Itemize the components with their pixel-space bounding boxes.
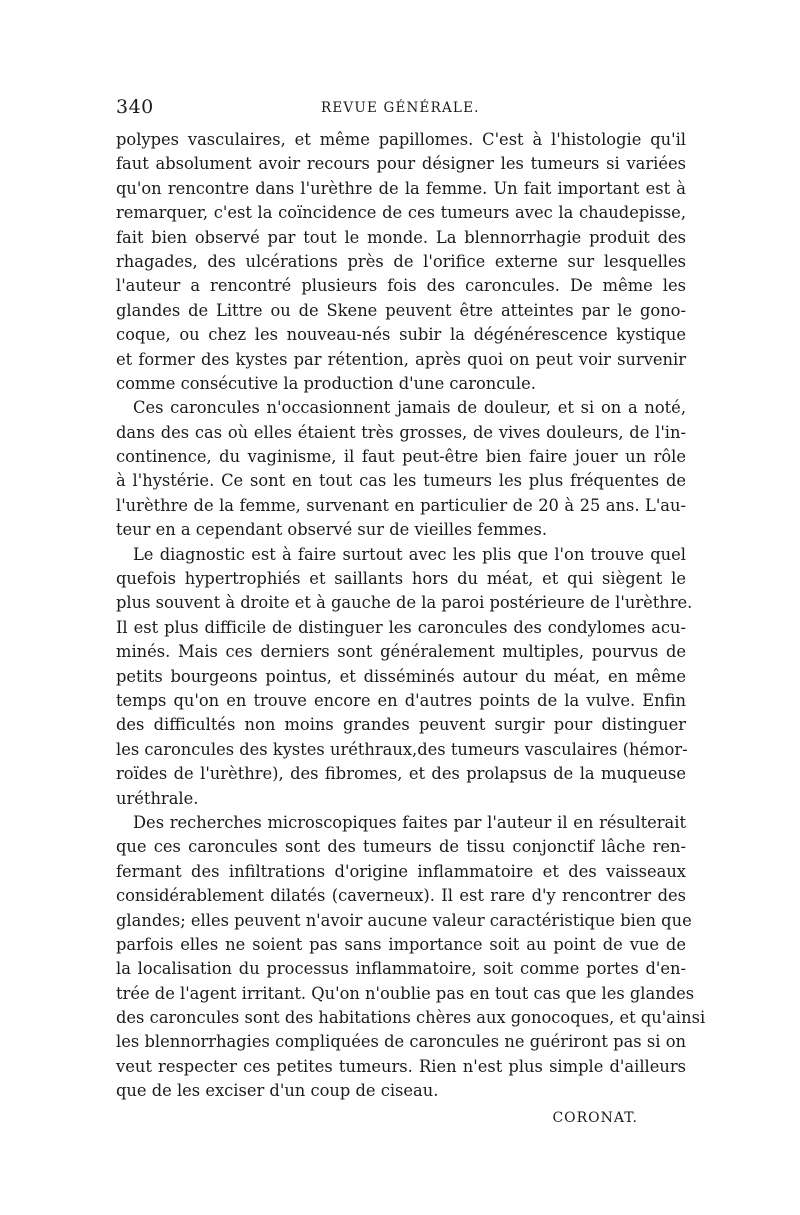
text-line: dans des cas où elles étaient très grosses, de vives douleurs, de l'in- xyxy=(116,422,686,442)
paragraph-1 xyxy=(116,128,686,396)
paragraph-4 xyxy=(116,811,706,1104)
text-line: trée de l'agent irritant. Qu'on n'oublie pas en tout cas que les glandes xyxy=(116,983,695,1003)
text-line: uréthrale. xyxy=(116,788,199,808)
text-line: à l'hystérie. Ce sont en tout cas les tumeurs les plus fréquentes de xyxy=(116,471,686,491)
author-signature: CORONAT. xyxy=(552,1110,638,1126)
text-line: faut absolument avoir recours pour désigner les tumeurs si variées xyxy=(116,154,686,174)
text-line: la localisation du processus inflammatoire, soit comme portes d'en- xyxy=(116,959,686,979)
paragraph-2 xyxy=(116,396,686,542)
text-line: des difficultés non moins grandes peuvent surgir pour distinguer xyxy=(116,715,686,735)
text-line: continence, du vaginisme, il faut peut-être bien faire jouer un rôle xyxy=(116,447,686,467)
text-line: des caroncules sont des habitations chères aux gonocoques, et qu'ainsi xyxy=(116,1008,706,1028)
text-line: l'auteur a rencontré plusieurs fois des caroncules. De même les xyxy=(116,276,686,296)
text-line: et former des kystes par rétention, après quoi on peut voir survenir xyxy=(116,349,686,369)
text-line: l'urèthre de la femme, survenant en particulier de 20 à 25 ans. L'au- xyxy=(116,495,686,515)
text-line: petits bourgeons pointus, et disséminés autour du méat, en même xyxy=(116,666,686,686)
text-line: rhagades, des ulcérations près de l'orifice externe sur lesquelles xyxy=(116,251,686,271)
text-line: remarquer, c'est la coïncidence de ces tumeurs avec la chaudepisse, xyxy=(116,203,686,223)
text-line: les blennorrhagies compliquées de caroncules ne guériront pas si on xyxy=(116,1032,686,1052)
text-line: minés. Mais ces derniers sont généralement multiples, pourvus de xyxy=(116,642,686,662)
text-line: Le diagnostic est à faire surtout avec les plis que l'on trouve quel xyxy=(133,544,686,564)
text-line: temps qu'on en trouve encore en d'autres points de la vulve. Enfin xyxy=(116,690,686,710)
text-line: glandes de Littre ou de Skene peuvent être atteintes par le gono- xyxy=(116,300,686,320)
text-line: Des recherches microscopiques faites par l'auteur il en résulterait xyxy=(133,812,686,832)
running-head: REVUE GÉNÉRALE. xyxy=(321,100,480,116)
text-line: fermant des infiltrations d'origine inflammatoire et des vaisseaux xyxy=(116,861,686,881)
text-line: parfois elles ne soient pas sans importance soit au point de vue de xyxy=(116,934,686,954)
text-line: glandes; elles peuvent n'avoir aucune valeur caractéristique bien que xyxy=(116,910,692,930)
text-line: roïdes de l'urèthre), des fibromes, et des prolapsus de la muqueuse xyxy=(116,764,686,784)
text-line: considérablement dilatés (caverneux). Il est rare d'y rencontrer des xyxy=(116,886,686,906)
text-line: que de les exciser d'un coup de ciseau. xyxy=(116,1081,439,1101)
article-body xyxy=(116,128,706,1104)
text-line: que ces caroncules sont des tumeurs de tissu conjonctif lâche ren- xyxy=(116,837,686,857)
text-line: polypes vasculaires, et même papillomes. C'est à l'histologie qu'il xyxy=(116,130,686,149)
text-line: coque, ou chez les nouveau-nés subir la dégénérescence kystique xyxy=(116,325,686,345)
text-line: teur en a cependant observé sur de vieilles femmes. xyxy=(116,520,547,540)
text-line: comme consécutive la production d'une caroncule. xyxy=(116,373,536,393)
text-line: Ces caroncules n'occasionnent jamais de douleur, et si on a noté, xyxy=(133,398,686,418)
text-line: quefois hypertrophiés et saillants hors du méat, et qui siègent le xyxy=(116,569,686,589)
page-header xyxy=(116,96,686,124)
page-number: 340 xyxy=(116,96,154,118)
text-line: fait bien observé par tout le monde. La blennorrhagie produit des xyxy=(116,227,686,247)
paragraph-3 xyxy=(116,543,693,811)
text-line: veut respecter ces petites tumeurs. Rien n'est plus simple d'ailleurs xyxy=(116,1056,686,1076)
text-line: qu'on rencontre dans l'urèthre de la femme. Un fait important est à xyxy=(116,178,686,198)
text-line: Il est plus difficile de distinguer les caroncules des condylomes acu- xyxy=(116,617,686,637)
text-line: les caroncules des kystes uréthraux,des tumeurs vasculaires (hémor- xyxy=(116,739,688,759)
text-line: plus souvent à droite et à gauche de la paroi postérieure de l'urèthre. xyxy=(116,593,693,613)
